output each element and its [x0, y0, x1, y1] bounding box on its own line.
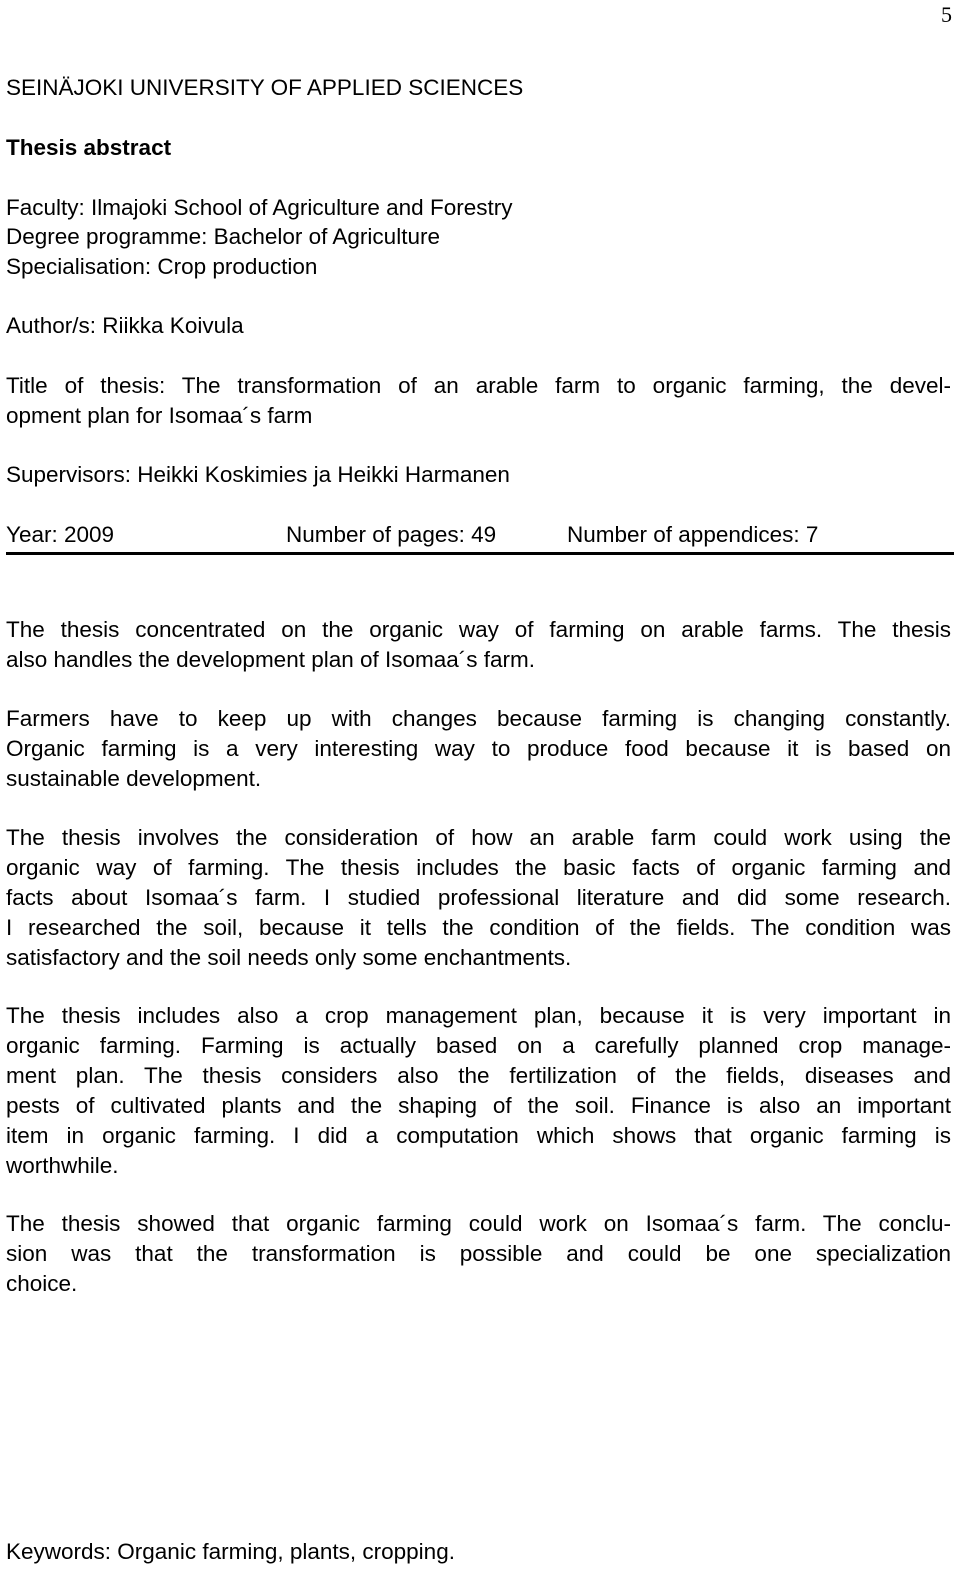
year-field: Year: 2009: [6, 522, 115, 547]
abstract-line: choice.: [6, 1271, 78, 1296]
abstract-line: worthwhile.: [6, 1153, 119, 1178]
supervisors-line: Supervisors: Heikki Koskimies ja Heikki Harmanen: [6, 462, 510, 487]
abstract-paragraph-4: [6, 1001, 951, 1181]
institution-name: SEINÄJOKI UNIVERSITY OF APPLIED SCIENCES: [6, 75, 524, 100]
abstract-line: organic way of farming. The thesis includes the basic facts of organic farming and: [6, 855, 951, 880]
specialisation-line: Specialisation: Crop production: [6, 254, 318, 279]
abstract-paragraph-1: [6, 615, 951, 675]
abstract-line: The thesis involves the consideration of how an arable farm could work using the: [6, 825, 951, 850]
abstract-line: also handles the development plan of Isomaa´s farm.: [6, 647, 536, 672]
abstract-line: ment plan. The thesis considers also the fertilization of the fields, diseases and: [6, 1063, 951, 1088]
degree-programme-line: Degree programme: Bachelor of Agriculture: [6, 224, 440, 249]
abstract-line: I researched the soil, because it tells the condition of the fields. The condition was: [6, 915, 951, 940]
thesis-title-line-1: Title of thesis: The transformation of an arable farm to organic farming, the devel-: [6, 373, 951, 398]
abstract-line: The thesis includes also a crop management plan, because it is very important in: [6, 1003, 951, 1028]
abstract-line: sustainable development.: [6, 766, 262, 791]
abstract-line: The thesis concentrated on the organic way of farming on arable farms. The thesis: [6, 617, 951, 642]
abstract-paragraph-2: [6, 704, 951, 794]
abstract-line: pests of cultivated plants and the shaping of the soil. Finance is also an important: [6, 1093, 951, 1118]
thesis-title-line-2: opment plan for Isomaa´s farm: [6, 403, 313, 428]
thesis-title-block: [6, 371, 951, 431]
pages-field: Number of pages: 49: [286, 522, 497, 547]
abstract-line: Farmers have to keep up with changes because farming is changing constantly.: [6, 706, 951, 731]
abstract-line: item in organic farming. I did a computation which shows that organic farming is: [6, 1123, 951, 1148]
author-line: Author/s: Riikka Koivula: [6, 313, 244, 338]
abstract-line: The thesis showed that organic farming could work on Isomaa´s farm. The conclu-: [6, 1211, 951, 1236]
abstract-paragraph-5: [6, 1209, 951, 1299]
page-number: 5: [941, 2, 952, 27]
keywords-line: Keywords: Organic farming, plants, cropping.: [6, 1539, 455, 1564]
page-heading: Thesis abstract: [6, 135, 172, 160]
faculty-line: Faculty: Ilmajoki School of Agriculture and Forestry: [6, 195, 513, 220]
abstract-line: facts about Isomaa´s farm. I studied professional literature and did some research.: [6, 885, 951, 910]
abstract-line: satisfactory and the soil needs only some enchantments.: [6, 945, 572, 970]
thesis-metadata-row: [6, 520, 954, 555]
abstract-line: sion was that the transformation is possible and could be one specialization: [6, 1241, 951, 1266]
appendices-field: Number of appendices: 7: [567, 522, 819, 547]
abstract-paragraph-3: [6, 823, 951, 973]
abstract-line: Organic farming is a very interesting way to produce food because it is based on: [6, 736, 951, 761]
abstract-line: organic farming. Farming is actually based on a carefully planned crop manage-: [6, 1033, 951, 1058]
